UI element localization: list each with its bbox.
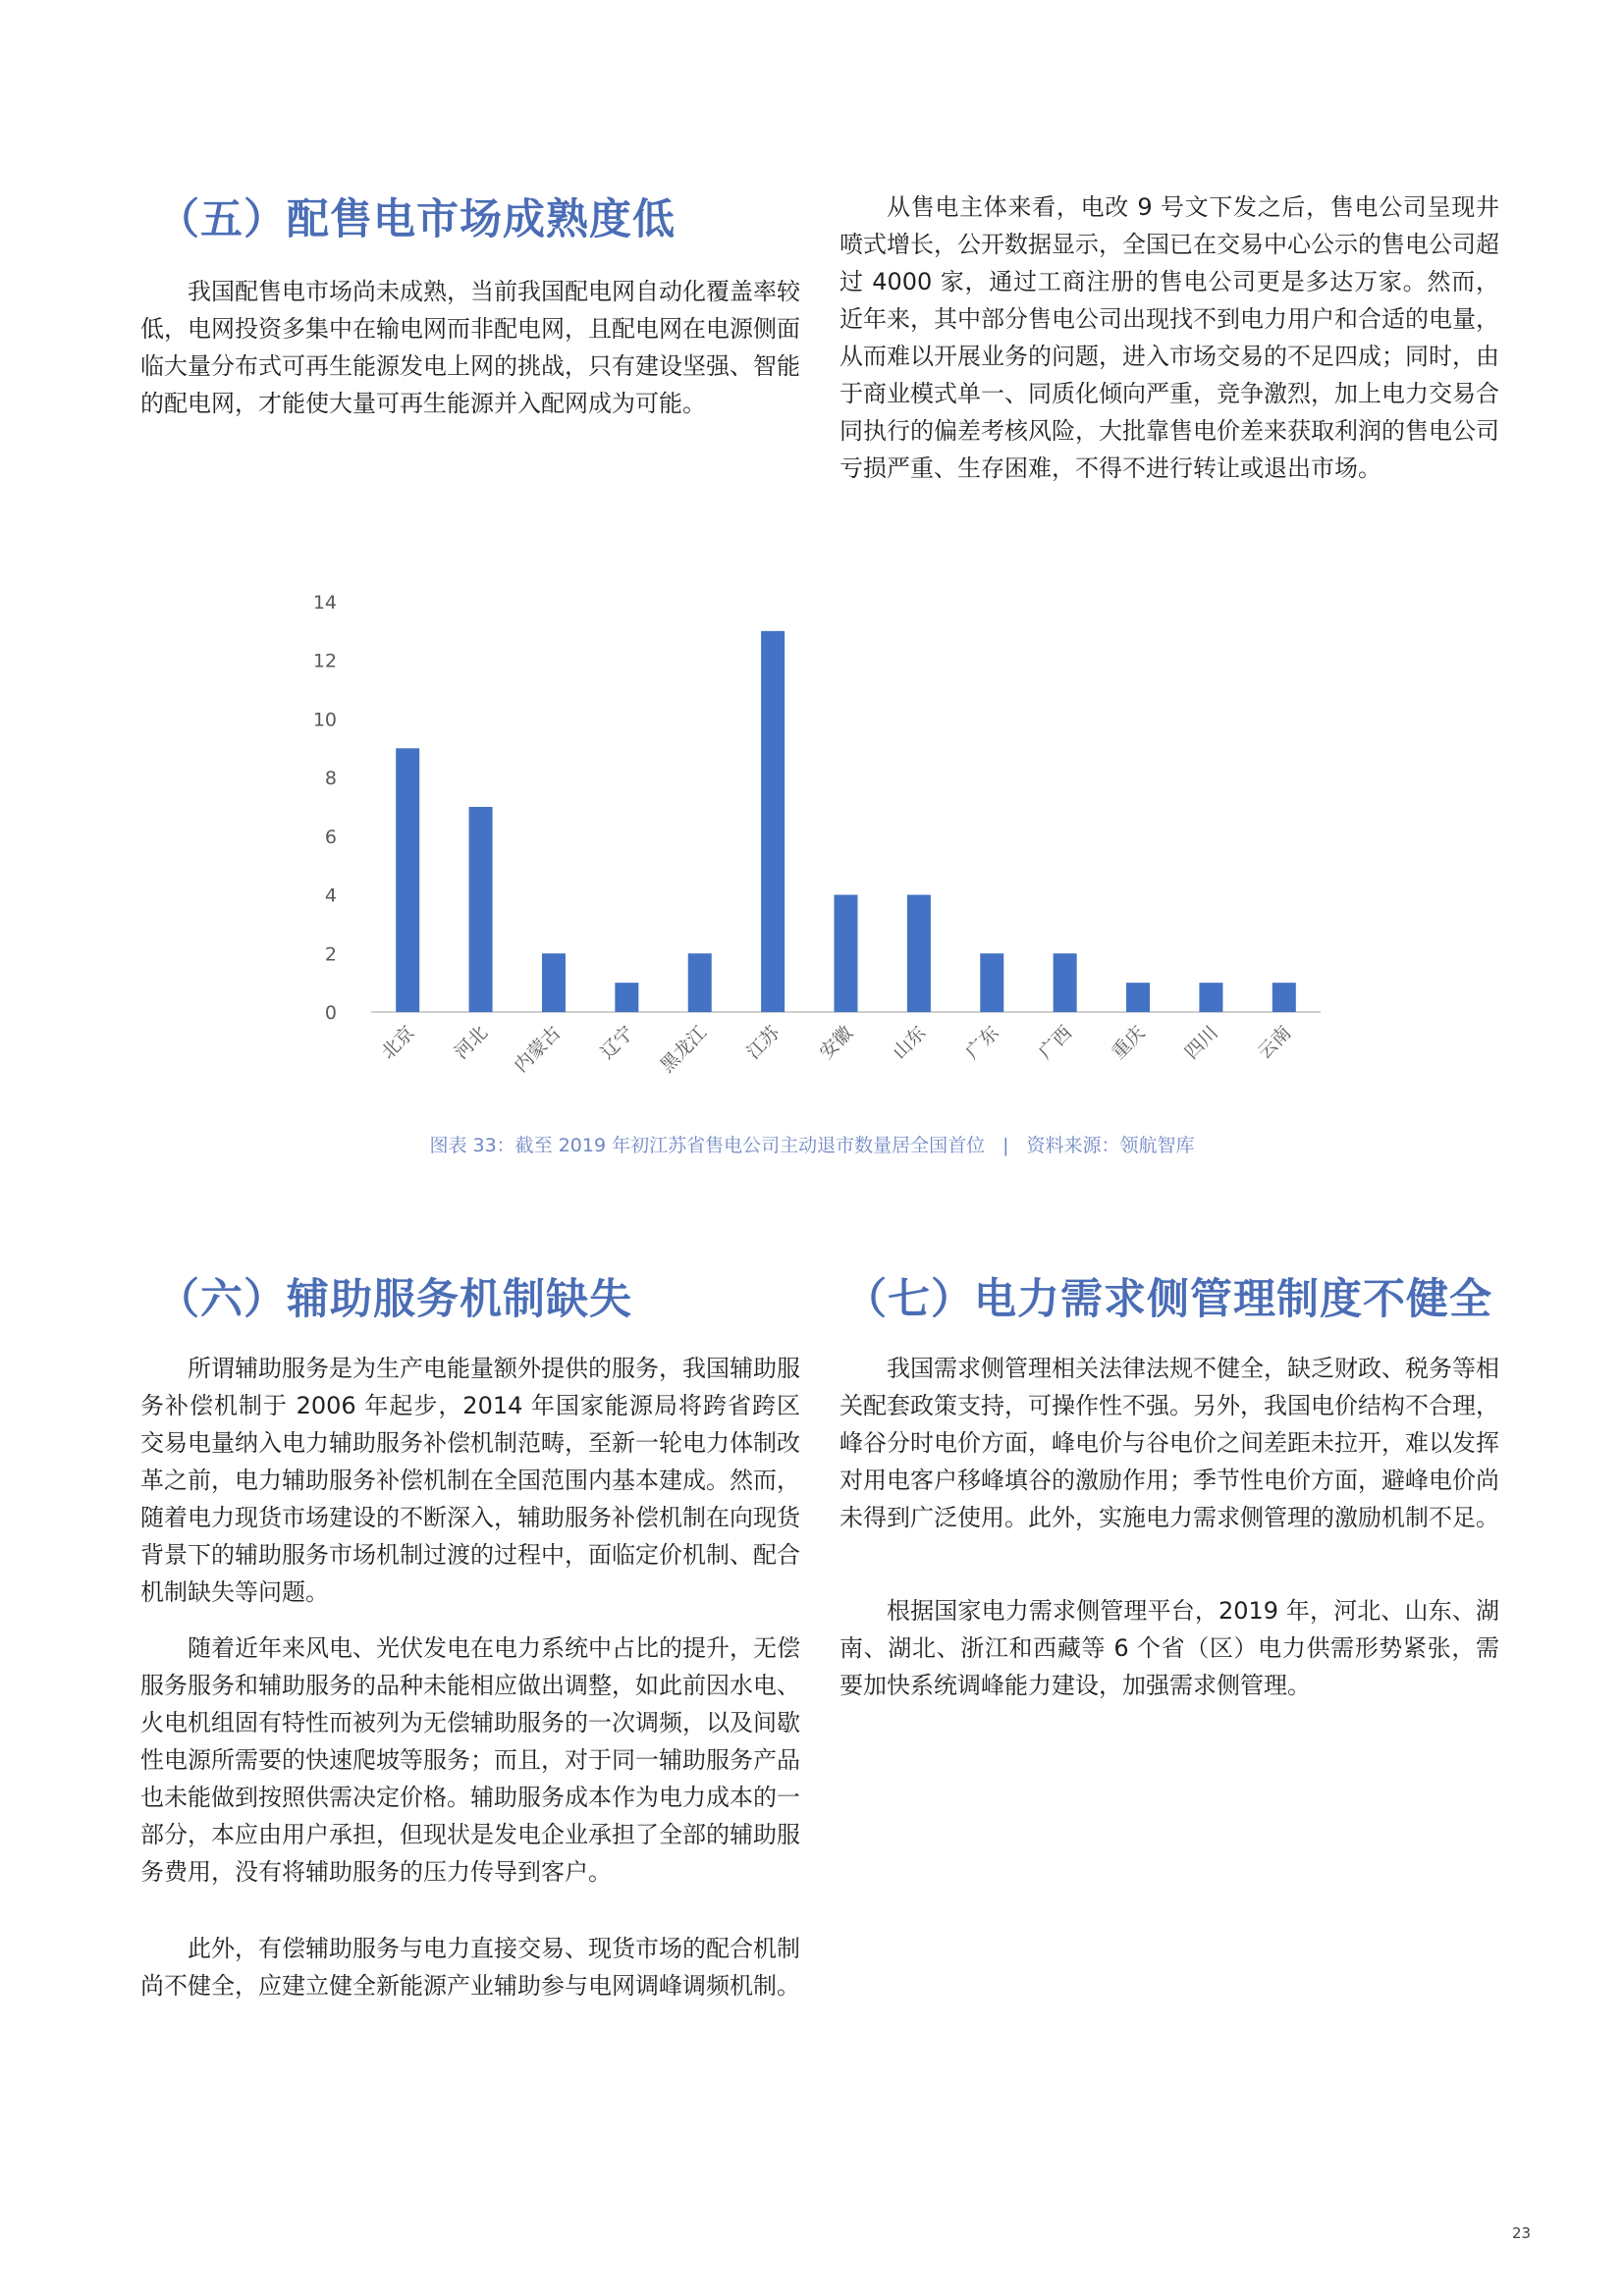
bar-6 <box>835 895 858 1012</box>
bar-10 <box>1126 983 1150 1012</box>
x-tick-label: 辽宁 <box>596 1021 638 1064</box>
x-tick-label: 山东 <box>888 1021 931 1064</box>
bar-4 <box>688 953 712 1012</box>
section-5-title: （五）配售电市场成熟度低 <box>157 195 676 244</box>
x-tick-label: 广东 <box>961 1021 1003 1064</box>
x-tick-label: 广西 <box>1034 1021 1077 1064</box>
x-tick-label: 黑龙江 <box>656 1021 712 1077</box>
section-7-title: （七）电力需求侧管理制度不健全 <box>844 1275 1492 1324</box>
bar-8 <box>980 953 1003 1012</box>
figure-source: 资料来源：领航智库 <box>1026 1135 1195 1156</box>
y-tick-label: 6 <box>324 826 337 848</box>
y-tick-label: 8 <box>324 768 337 790</box>
section-6-paragraph-2: 随着近年来风电、光伏发电在电力系统中占比的提升，无偿服务服务和辅助服务的品种未能相应做出调整，如此前因水电、火电机组固有特性而被列为无偿辅助服务的一次调频，以及间歇性电源所需要的快速爬坡等服务；而且，对于同一辅助服务产品也未能做到按照供需决定价格。辅助服务成本作为电力成本的一部分，本应由用户承担，但现状是发电企业承担了全部的辅助服务费用，没有将辅助服务的压力传导到客户。 <box>140 1634 800 1886</box>
x-tick-label: 江苏 <box>742 1021 785 1064</box>
bar-3 <box>615 983 638 1012</box>
bar-1 <box>469 807 493 1012</box>
x-tick-label: 云南 <box>1253 1021 1296 1064</box>
section-6-title: （六）辅助服务机制缺失 <box>157 1275 632 1324</box>
section-5-paragraph-2: 从售电主体来看，电改 9 号文下发之后，售电公司呈现井喷式增长，公开数据显示，全国已在交易中心公示的售电公司超过 4000 家，通过工商注册的售电公司更是多达万家。然而，近年来，其中部分售电公司出现找不到电力用户和合适的电量，从而难以开展业务的问题，进入市场交易的不足四成；同时，由于商业模式单一、同质化倾向严重，竞争激烈，加上电力交易合同执行的偏差考核风险，大批靠售电价差来获取利润的售电公司亏损严重、生存困难，不得不进行转让或退出市场。 <box>839 193 1499 482</box>
bar-5 <box>761 631 785 1012</box>
bar-2 <box>542 953 566 1012</box>
figure-caption-text: 图表 33：截至 2019 年初江苏省售电公司主动退市数量居全国首位 <box>429 1135 986 1156</box>
x-tick-label: 安徽 <box>815 1021 858 1064</box>
caption-separator: | <box>1002 1135 1009 1156</box>
y-tick-label: 2 <box>324 943 337 966</box>
bar-12 <box>1272 983 1296 1012</box>
x-tick-label: 重庆 <box>1108 1021 1150 1064</box>
bar-11 <box>1199 983 1222 1012</box>
bar-7 <box>907 895 931 1012</box>
y-tick-label: 10 <box>312 709 337 731</box>
bar-9 <box>1054 953 1077 1012</box>
y-tick-label: 0 <box>324 1002 337 1024</box>
section-7-paragraph-2: 根据国家电力需求侧管理平台，2019 年，河北、山东、湖南、湖北、浙江和西藏等 6 个省（区）电力供需形势紧张，需要加快系统调峰能力建设，加强需求侧管理。 <box>839 1597 1499 1699</box>
y-tick-label: 12 <box>312 650 337 672</box>
bar-0 <box>396 748 419 1012</box>
x-tick-label: 四川 <box>1180 1021 1222 1064</box>
y-tick-label: 14 <box>312 592 337 614</box>
x-tick-label: 河北 <box>450 1021 493 1064</box>
x-tick-label: 北京 <box>377 1021 419 1064</box>
figure-caption <box>0 1131 1624 1157</box>
y-tick-label: 4 <box>324 884 337 907</box>
x-tick-label: 内蒙古 <box>510 1021 566 1077</box>
section-7-paragraph-1: 我国需求侧管理相关法律法规不健全，缺乏财政、税务等相关配套政策支持，可操作性不强。另外，我国电价结构不合理，峰谷分时电价方面，峰电价与谷电价之间差距未拉开，难以发挥对用电客户移峰填谷的激励作用；季节性电价方面，避峰电价尚未得到广泛使用。此外，实施电力需求侧管理的激励机制不足。 <box>839 1355 1499 1531</box>
page-number: 23 <box>1512 2224 1532 2242</box>
section-6-paragraph-1: 所谓辅助服务是为生产电能量额外提供的服务，我国辅助服务补偿机制于 2006 年起步，2014 年国家能源局将跨省跨区交易电量纳入电力辅助服务补偿机制范畴，至新一轮电力体制改革之前，电力辅助服务补偿机制在全国范围内基本建成。然而，随着电力现货市场建设的不断深入，辅助服务补偿机制在向现货背景下的辅助服务市场机制过渡的过程中，面临定价机制、配合机制缺失等问题。 <box>140 1355 800 1606</box>
section-5-paragraph-1: 我国配售电市场尚未成熟，当前我国配电网自动化覆盖率较低，电网投资多集中在输电网而非配电网，且配电网在电源侧面临大量分布式可再生能源发电上网的挑战，只有建设坚强、智能的配电网，才能使大量可再生能源并入配网成为可能。 <box>140 278 800 417</box>
section-6-paragraph-3: 此外，有偿辅助服务与电力直接交易、现货市场的配合机制尚不健全，应建立健全新能源产业辅助参与电网调峰调频机制。 <box>140 1935 800 2000</box>
